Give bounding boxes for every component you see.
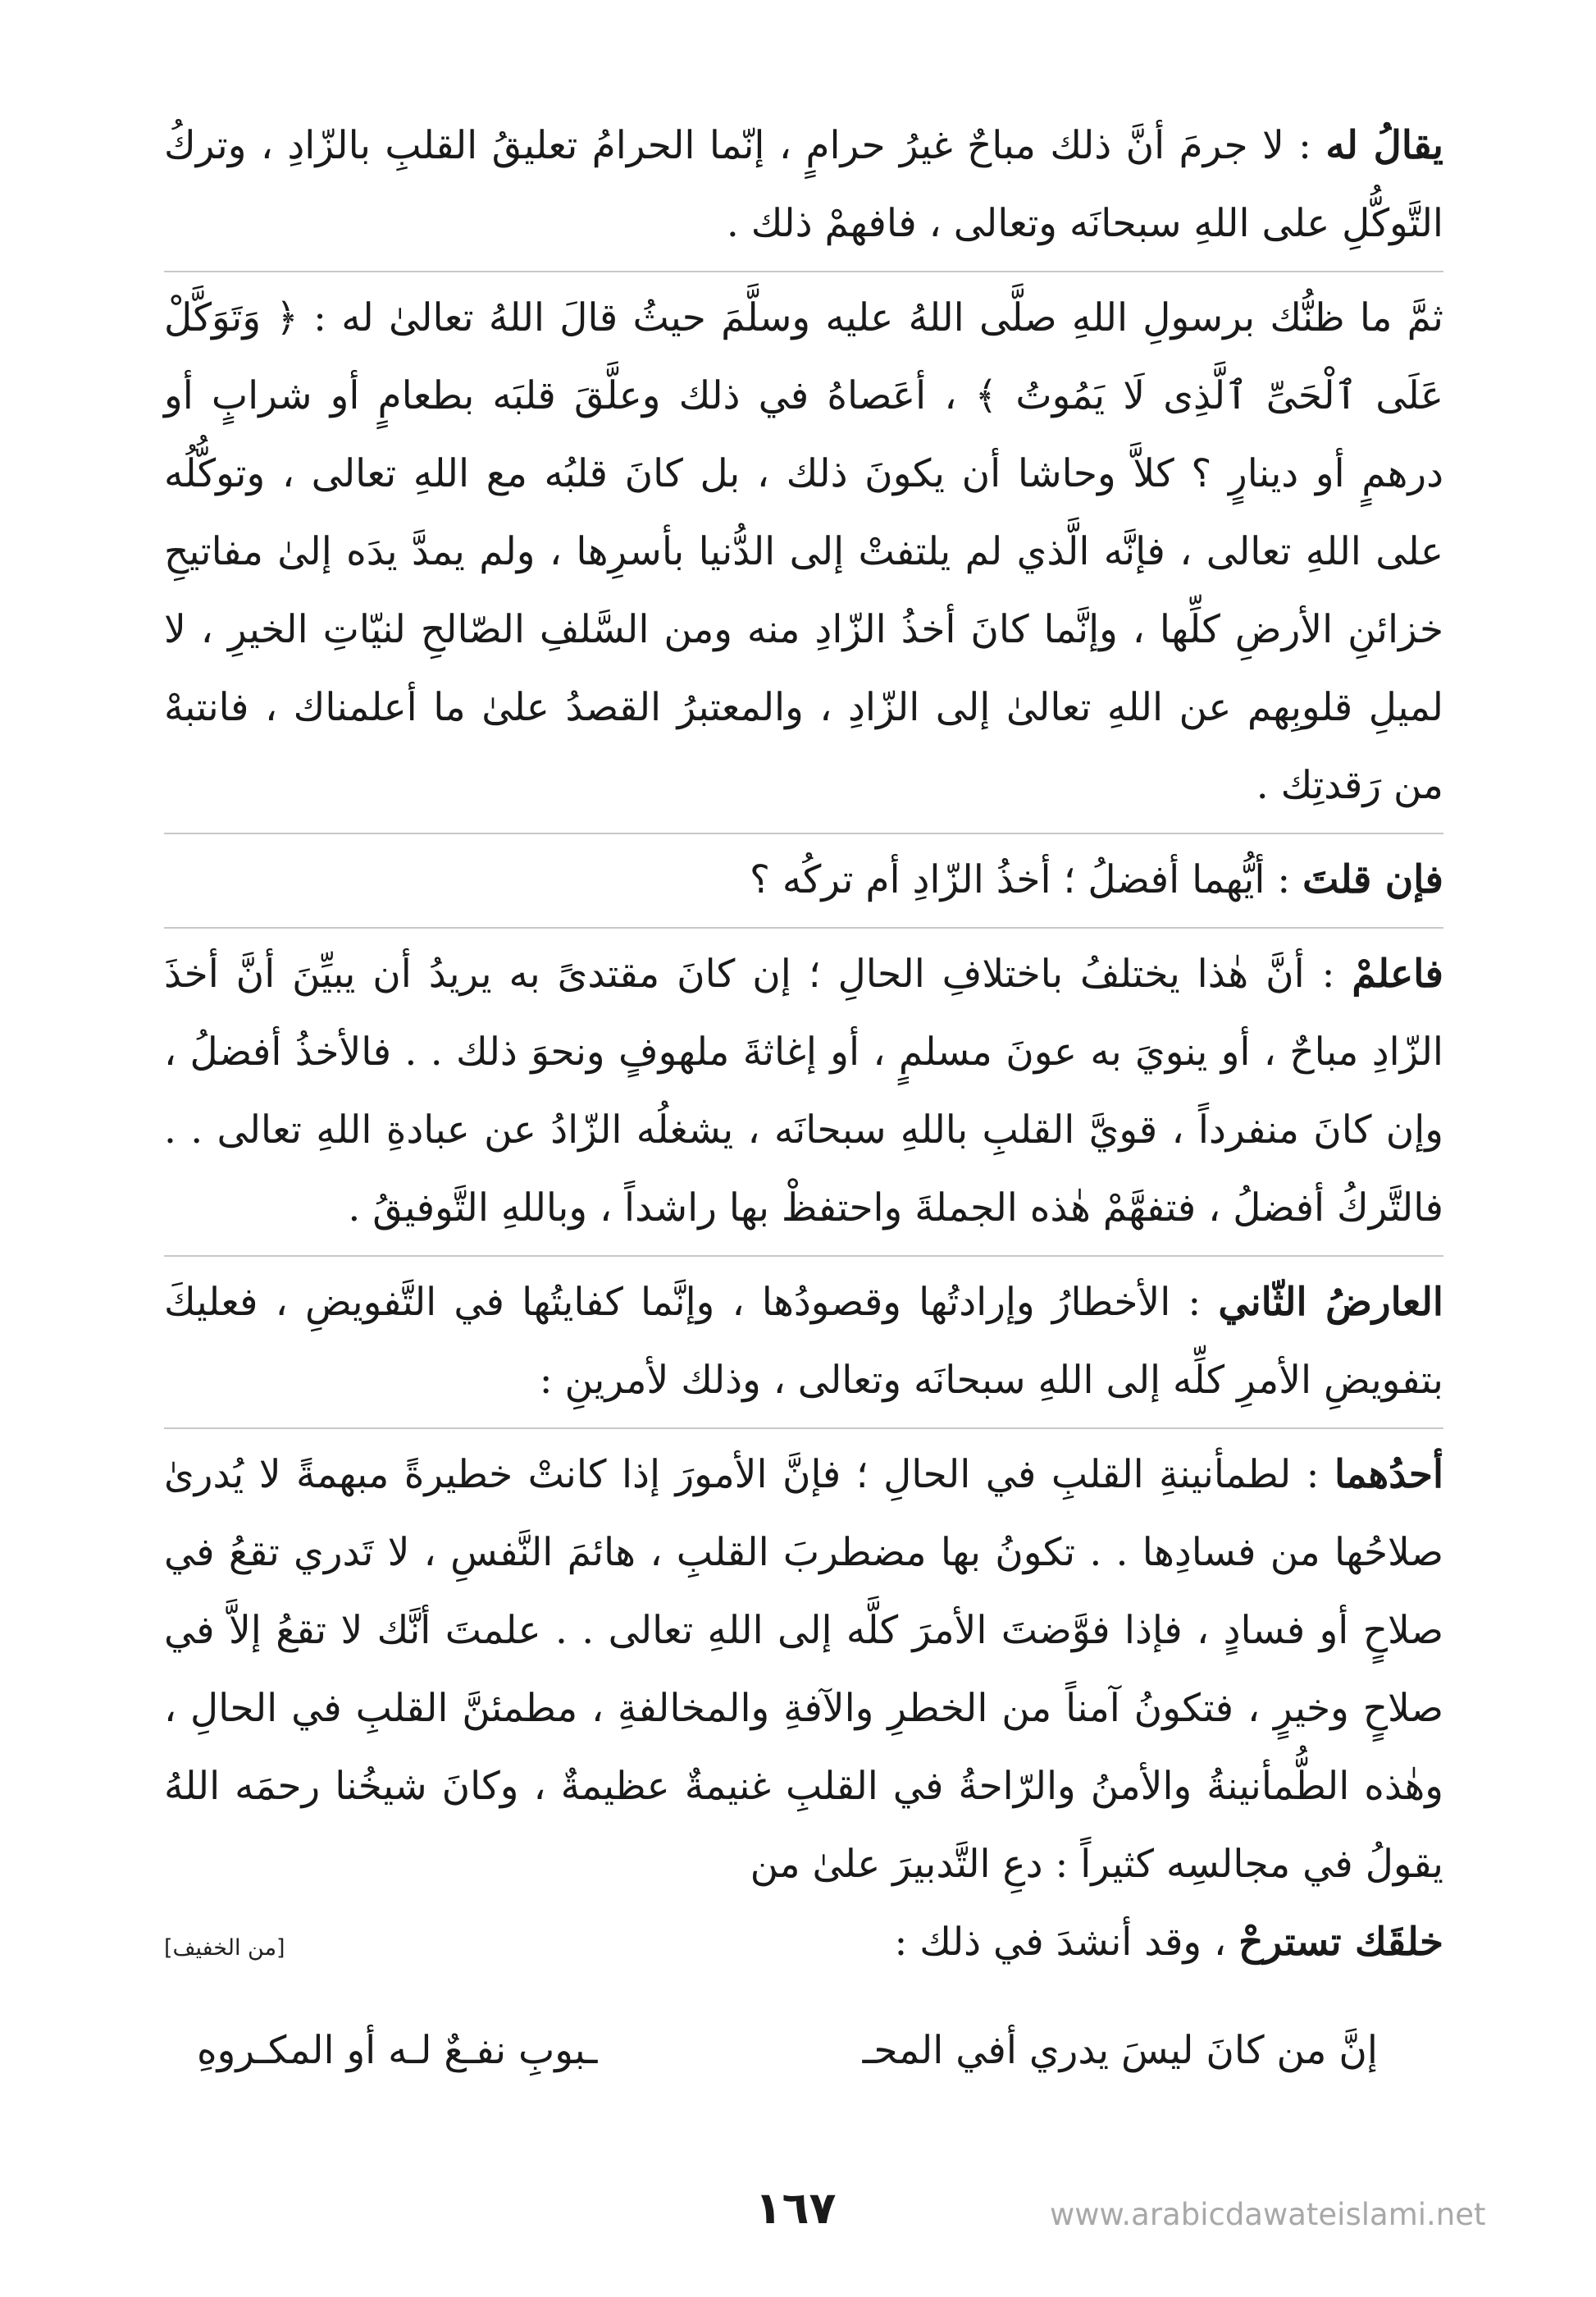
verse-first-hemistich: إنَّ من كانَ ليسَ يدري أفي المحـ	[862, 2028, 1378, 2073]
verse-second-hemistich: ـبوبِ نفـعٌ لـه أو المكـروهِ	[197, 2028, 598, 2073]
paragraph-4	[164, 935, 1443, 1247]
poem-verse	[164, 2012, 1443, 2089]
paragraph-text: : الأخطارُ وإرادتُها وقصودُها ، وإنَّما كفايتُها في التَّفويضِ ، فعليكَ بتفويضِ الأمرِ كلِّه إلى اللهِ سبحانَه وتعالى ، وذلك لأمرينِ :	[164, 1280, 1443, 1403]
last-line-lead: خلقَك تسترحْ	[1238, 1920, 1443, 1965]
meter-tag: [من الخفيف]	[164, 1935, 285, 1961]
paragraph-lead: يقالُ له	[1325, 123, 1443, 168]
paragraph-lead: أحدُهما	[1334, 1452, 1443, 1497]
page-number: ١٦٧	[755, 2182, 837, 2234]
watermark-url: www.arabicdawateislami.net	[1050, 2197, 1486, 2232]
last-line-text	[894, 1903, 1443, 1981]
paragraph-6	[164, 1436, 1443, 1903]
paragraph-lead: فإن قلتَ	[1302, 857, 1443, 902]
paragraph-text: : أيُّهما أفضلُ ؛ أخذُ الزّادِ أم تركُه ؟	[749, 857, 1303, 902]
page-body	[164, 107, 1443, 2089]
paragraph-text: : أنَّ هٰذا يختلفُ باختلافِ الحالِ ؛ إن كانَ مقتدىً به يريدُ أن يبيِّنَ أنَّ أخذَ الزّادِ مباحٌ ، أو ينويَ به عونَ مسلمٍ ، أو إغاثةَ ملهوفٍ ونحوَ ذلك . . فالأخذُ أفضلُ ، وإن كانَ منفرداً ، قويَّ القلبِ باللهِ سبحانَه ، يشغلُه الزّادُ عن عبادةِ اللهِ تعالى . . فالتَّركُ أفضلُ ، فتفهَّمْ هٰذه الجملةَ واحتفظْ بها راشداً ، وباللهِ التَّوفيقُ .	[164, 952, 1443, 1231]
divider	[164, 833, 1443, 834]
paragraph-2	[164, 279, 1443, 824]
last-line-rest: ، وقد أنشدَ في ذلك :	[894, 1920, 1239, 1965]
paragraph-text: ثمَّ ما ظنُّك برسولِ اللهِ صلَّى اللهُ عليه وسلَّمَ حيثُ قالَ اللهُ تعالىٰ له : ﴿ وَتَوَكَّلْ عَلَى ٱلْحَىِّ ٱلَّذِى لَا يَمُوتُ ﴾ ، أعَصاهُ في ذلك وعلَّقَ قلبَه بطعامٍ أو شرابٍ أو درهمٍ أو دينارٍ ؟ كلاَّ وحاشا أن يكونَ ذلك ، بل كانَ قلبُه مع اللهِ تعالى ، وتوكُّلُه على اللهِ تعالى ، فإنَّه الَّذي لم يلتفتْ إلى الدُّنيا بأسرِها ، ولم يمدَّ يدَه إلىٰ مفاتيحِ خزائنِ الأرضِ كلِّها ، وإنَّما كانَ أخذُ الزّادِ منه ومن السَّلفِ الصّالحِ لنيّاتِ الخيرِ ، لا لميلِ قلوبِهم عن اللهِ تعالىٰ إلى الزّادِ ، والمعتبرُ القصدُ علىٰ ما أعلمناك ، فانتبهْ من رَقدتِك .	[164, 295, 1443, 808]
divider	[164, 1255, 1443, 1257]
paragraph-5	[164, 1263, 1443, 1419]
paragraph-text: : لا جرمَ أنَّ ذلك مباحٌ غيرُ حرامٍ ، إنّما الحرامُ تعليقُ القلبِ بالزّادِ ، وتركُ التَّوكُّلِ على اللهِ سبحانَه وتعالى ، فافهمْ ذلك .	[164, 123, 1443, 246]
paragraph-3	[164, 841, 1443, 919]
last-line	[164, 1903, 1443, 1987]
divider	[164, 271, 1443, 272]
paragraph-lead: العارضُ الثّاني	[1218, 1280, 1443, 1325]
divider	[164, 1427, 1443, 1429]
paragraph-1	[164, 107, 1443, 263]
divider	[164, 927, 1443, 929]
paragraph-text: : لطمأنينةِ القلبِ في الحالِ ؛ فإنَّ الأمورَ إذا كانتْ خطيرةً مبهمةً لا يُدرىٰ صلاحُها من فسادِها . . تكونُ بها مضطربَ القلبِ ، هائمَ النَّفسِ ، لا تَدري تقعُ في صلاحٍ أو فسادٍ ، فإذا فوَّضتَ الأمرَ كلَّه إلى اللهِ تعالى . . علمتَ أنَّك لا تقعُ إلاَّ في صلاحٍ وخيرٍ ، فتكونُ آمناً من الخطرِ والآفةِ والمخالفةِ ، مطمئنَّ القلبِ في الحالِ ، وهٰذه الطُّمأنينةُ والأمنُ والرّاحةُ في القلبِ غنيمةٌ عظيمةٌ ، وكانَ شيخُنا رحمَه اللهُ يقولُ في مجالسِه كثيراً : دعِ التَّدبيرَ علىٰ من	[164, 1452, 1443, 1887]
paragraph-lead: فاعلمْ	[1352, 952, 1443, 997]
